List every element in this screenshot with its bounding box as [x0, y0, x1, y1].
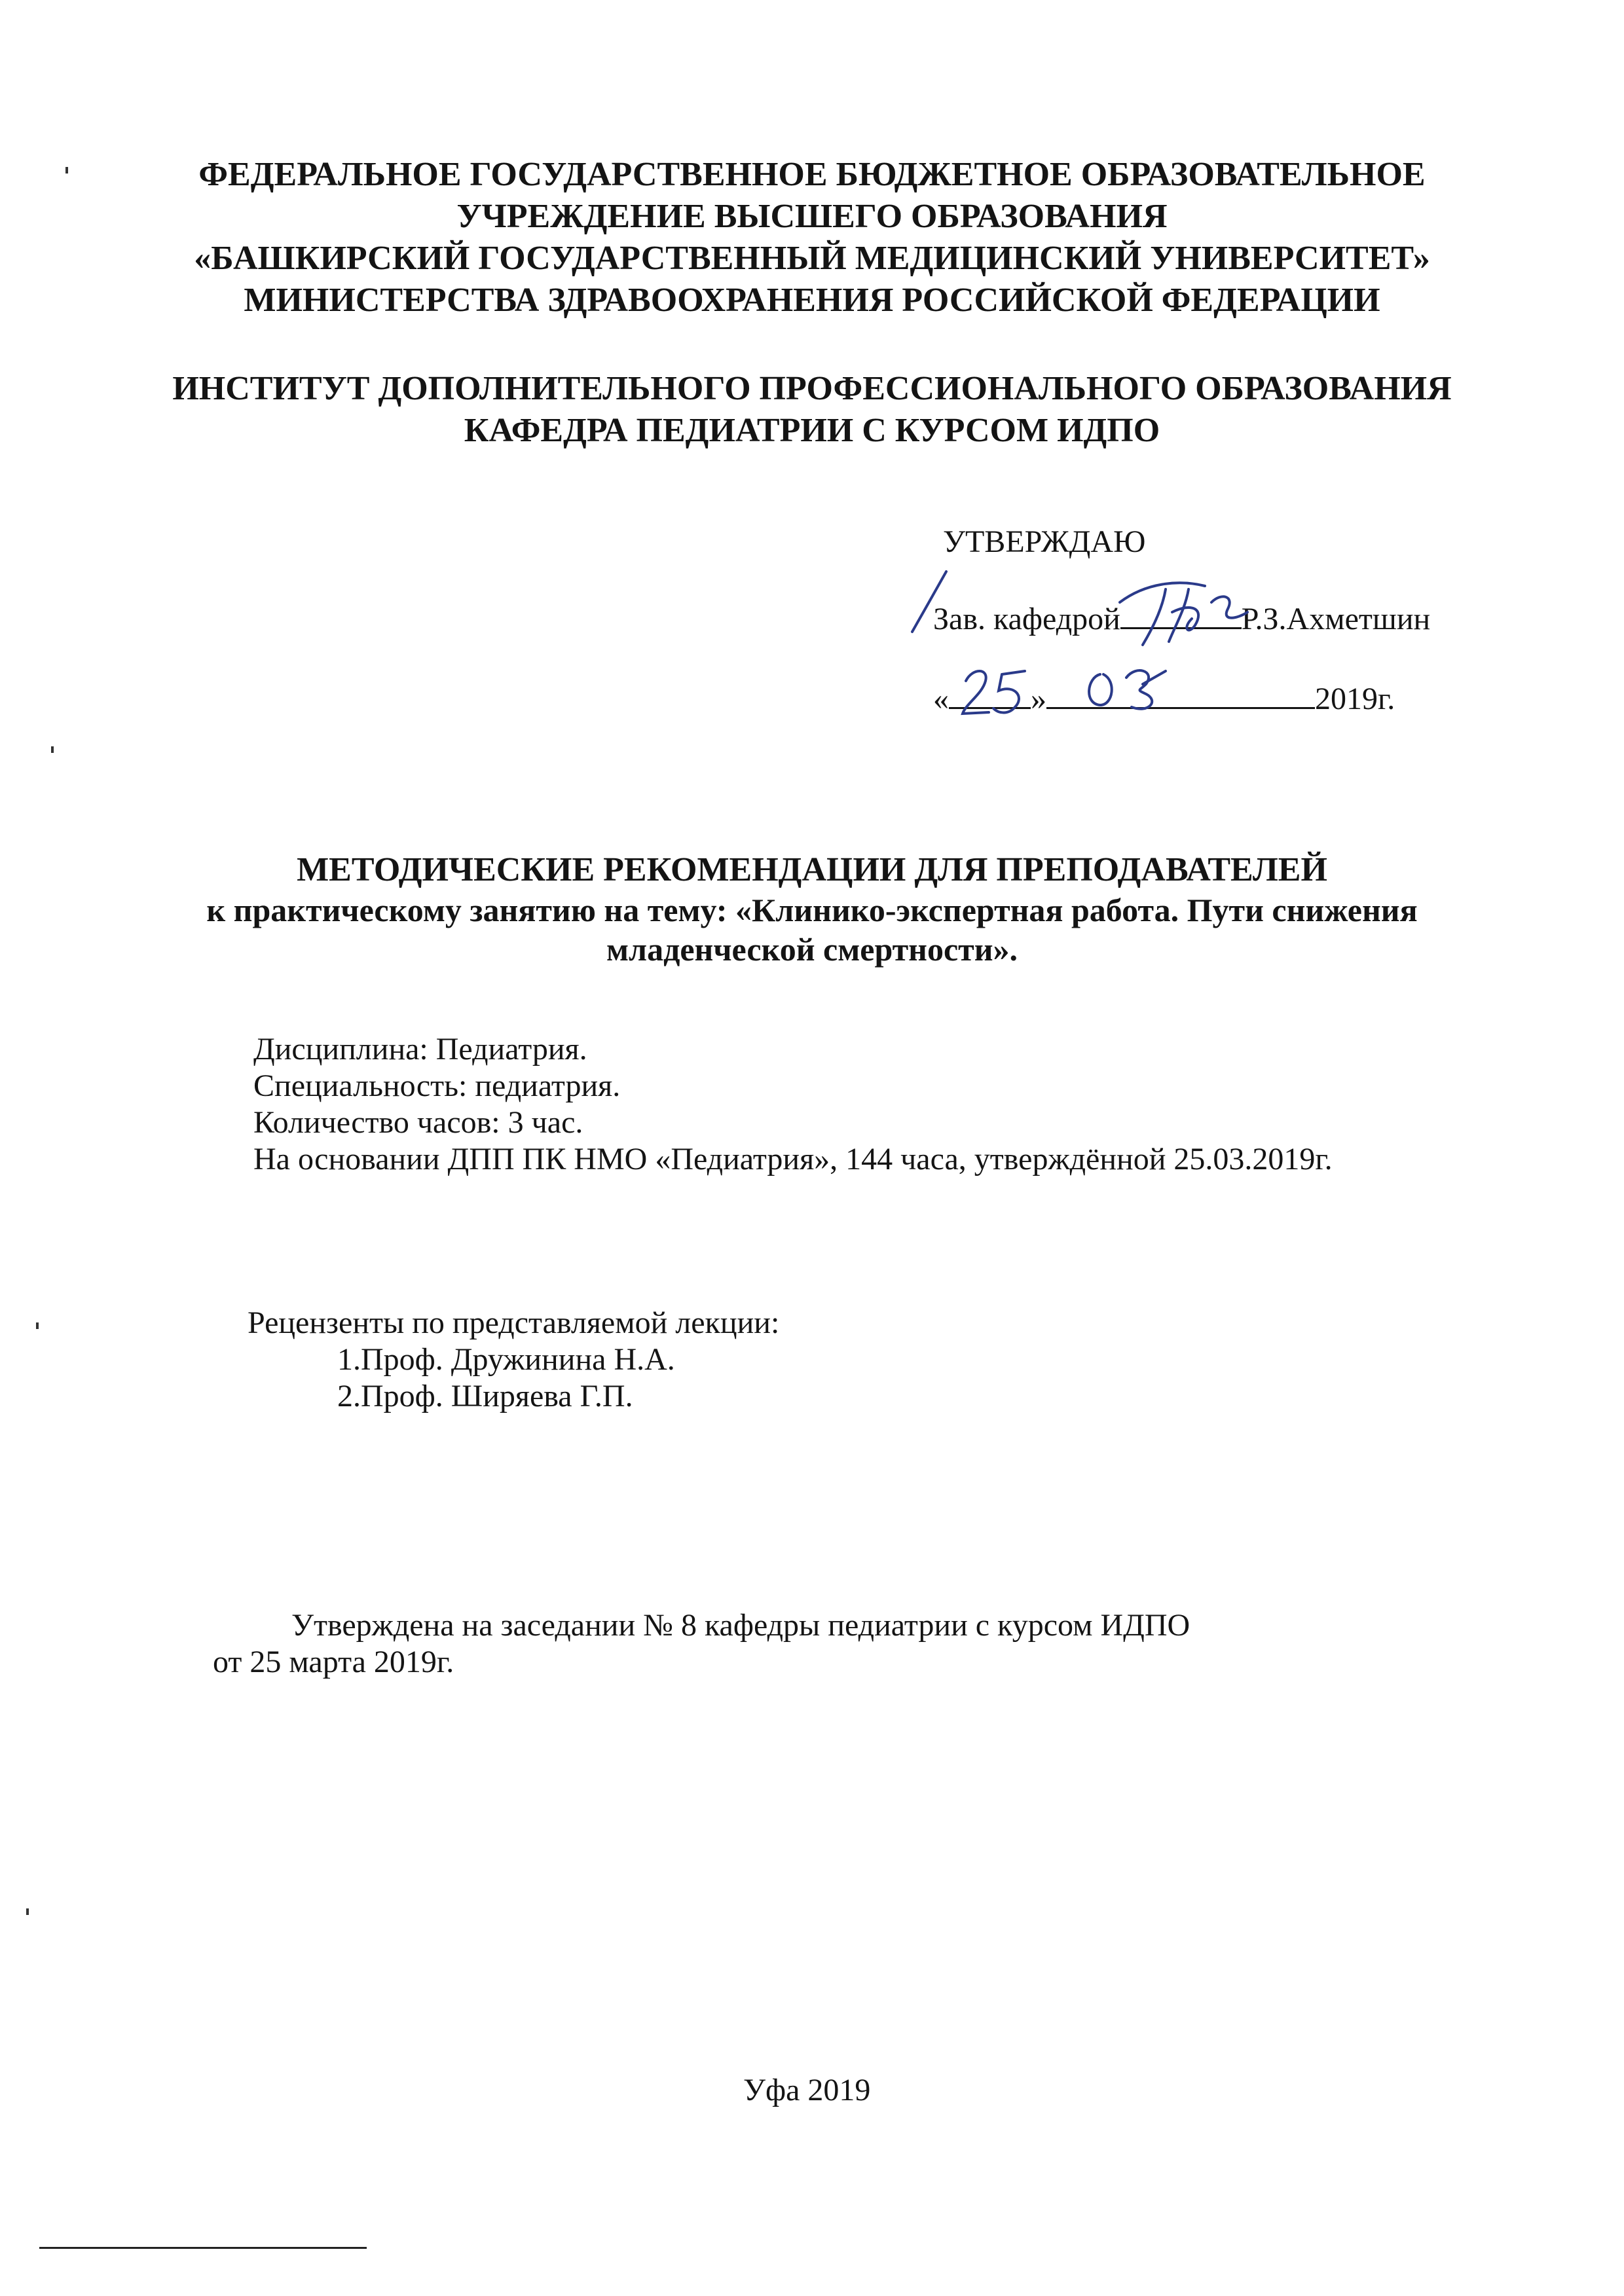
discipline-line: Дисциплина: Педиатрия. — [253, 1032, 587, 1066]
university-header — [0, 154, 1624, 321]
scan-edge-line — [39, 2247, 367, 2249]
scan-speck — [51, 746, 54, 753]
document-title-block — [0, 850, 1624, 969]
document-subtitle-line-2: младенческой смертности». — [606, 931, 1018, 968]
date-close-quote: » — [1031, 682, 1046, 716]
document-title: МЕТОДИЧЕСКИЕ РЕКОМЕНДАЦИИ ДЛЯ ПРЕПОДАВАТЕЛЕЙ — [297, 851, 1327, 888]
scan-speck — [36, 1322, 39, 1329]
date-month-line — [1046, 681, 1315, 709]
meeting-line-2: от 25 марта 2019г. — [213, 1645, 454, 1679]
header-line-3: «БАШКИРСКИЙ ГОСУДАРСТВЕННЫЙ МЕДИЦИНСКИЙ УНИВЕРСИТЕТ» — [194, 240, 1430, 277]
details-block — [253, 1031, 1333, 1178]
reviewers-label: Рецензенты по представляемой лекции: — [248, 1305, 780, 1340]
meeting-line-1: Утверждена на заседании № 8 кафедры педиатрии с курсом ИДПО — [291, 1608, 1190, 1643]
reviewers-list — [337, 1341, 675, 1415]
scan-speck — [26, 1908, 29, 1915]
header-line-1: ФЕДЕРАЛЬНОЕ ГОСУДАРСТВЕННОЕ БЮДЖЕТНОЕ ОБРАЗОВАТЕЛЬНОЕ — [198, 156, 1426, 193]
approval-year: 2019г. — [1315, 682, 1395, 716]
specialty-line: Специальность: педиатрия. — [253, 1068, 621, 1103]
signature-line — [1120, 601, 1242, 629]
institute-block — [0, 368, 1624, 452]
approval-head-name: Р.З.Ахметшин — [1241, 602, 1431, 636]
footer-city-year: Уфа 2019 — [743, 2073, 871, 2107]
document-subtitle-line-1: к практическому занятию на тему: «Клинико-экспертная работа. Пути снижения — [206, 892, 1418, 928]
reviewer-item: 2.Проф. Ширяева Г.П. — [337, 1379, 633, 1413]
approval-title: УТВЕРЖДАЮ — [943, 524, 1146, 559]
header-line-4: МИНИСТЕРСТВА ЗДРАВООХРАНЕНИЯ РОССИЙСКОЙ ФЕДЕРАЦИИ — [244, 282, 1380, 319]
basis-line: На основании ДПП ПК НМО «Педиатрия», 144 часа, утверждённой 25.03.2019г. — [253, 1142, 1333, 1176]
hours-line: Количество часов: 3 час. — [253, 1105, 583, 1140]
department-name: КАФЕДРА ПЕДИАТРИИ С КУРСОМ ИДПО — [464, 412, 1160, 449]
date-day-line — [949, 681, 1031, 709]
header-line-2: УЧРЕЖДЕНИЕ ВЫСШЕГО ОБРАЗОВАНИЯ — [456, 198, 1168, 235]
approval-head-label: Зав. кафедрой — [933, 602, 1120, 636]
approval-date-line — [933, 681, 1395, 718]
approval-head-line — [933, 601, 1430, 638]
date-open-quote: « — [933, 682, 949, 716]
scan-speck — [65, 167, 68, 173]
institute-name: ИНСТИТУТ ДОПОЛНИТЕЛЬНОГО ПРОФЕССИОНАЛЬНОГО ОБРАЗОВАНИЯ — [172, 370, 1452, 407]
reviewer-item: 1.Проф. Дружинина Н.А. — [337, 1342, 675, 1377]
